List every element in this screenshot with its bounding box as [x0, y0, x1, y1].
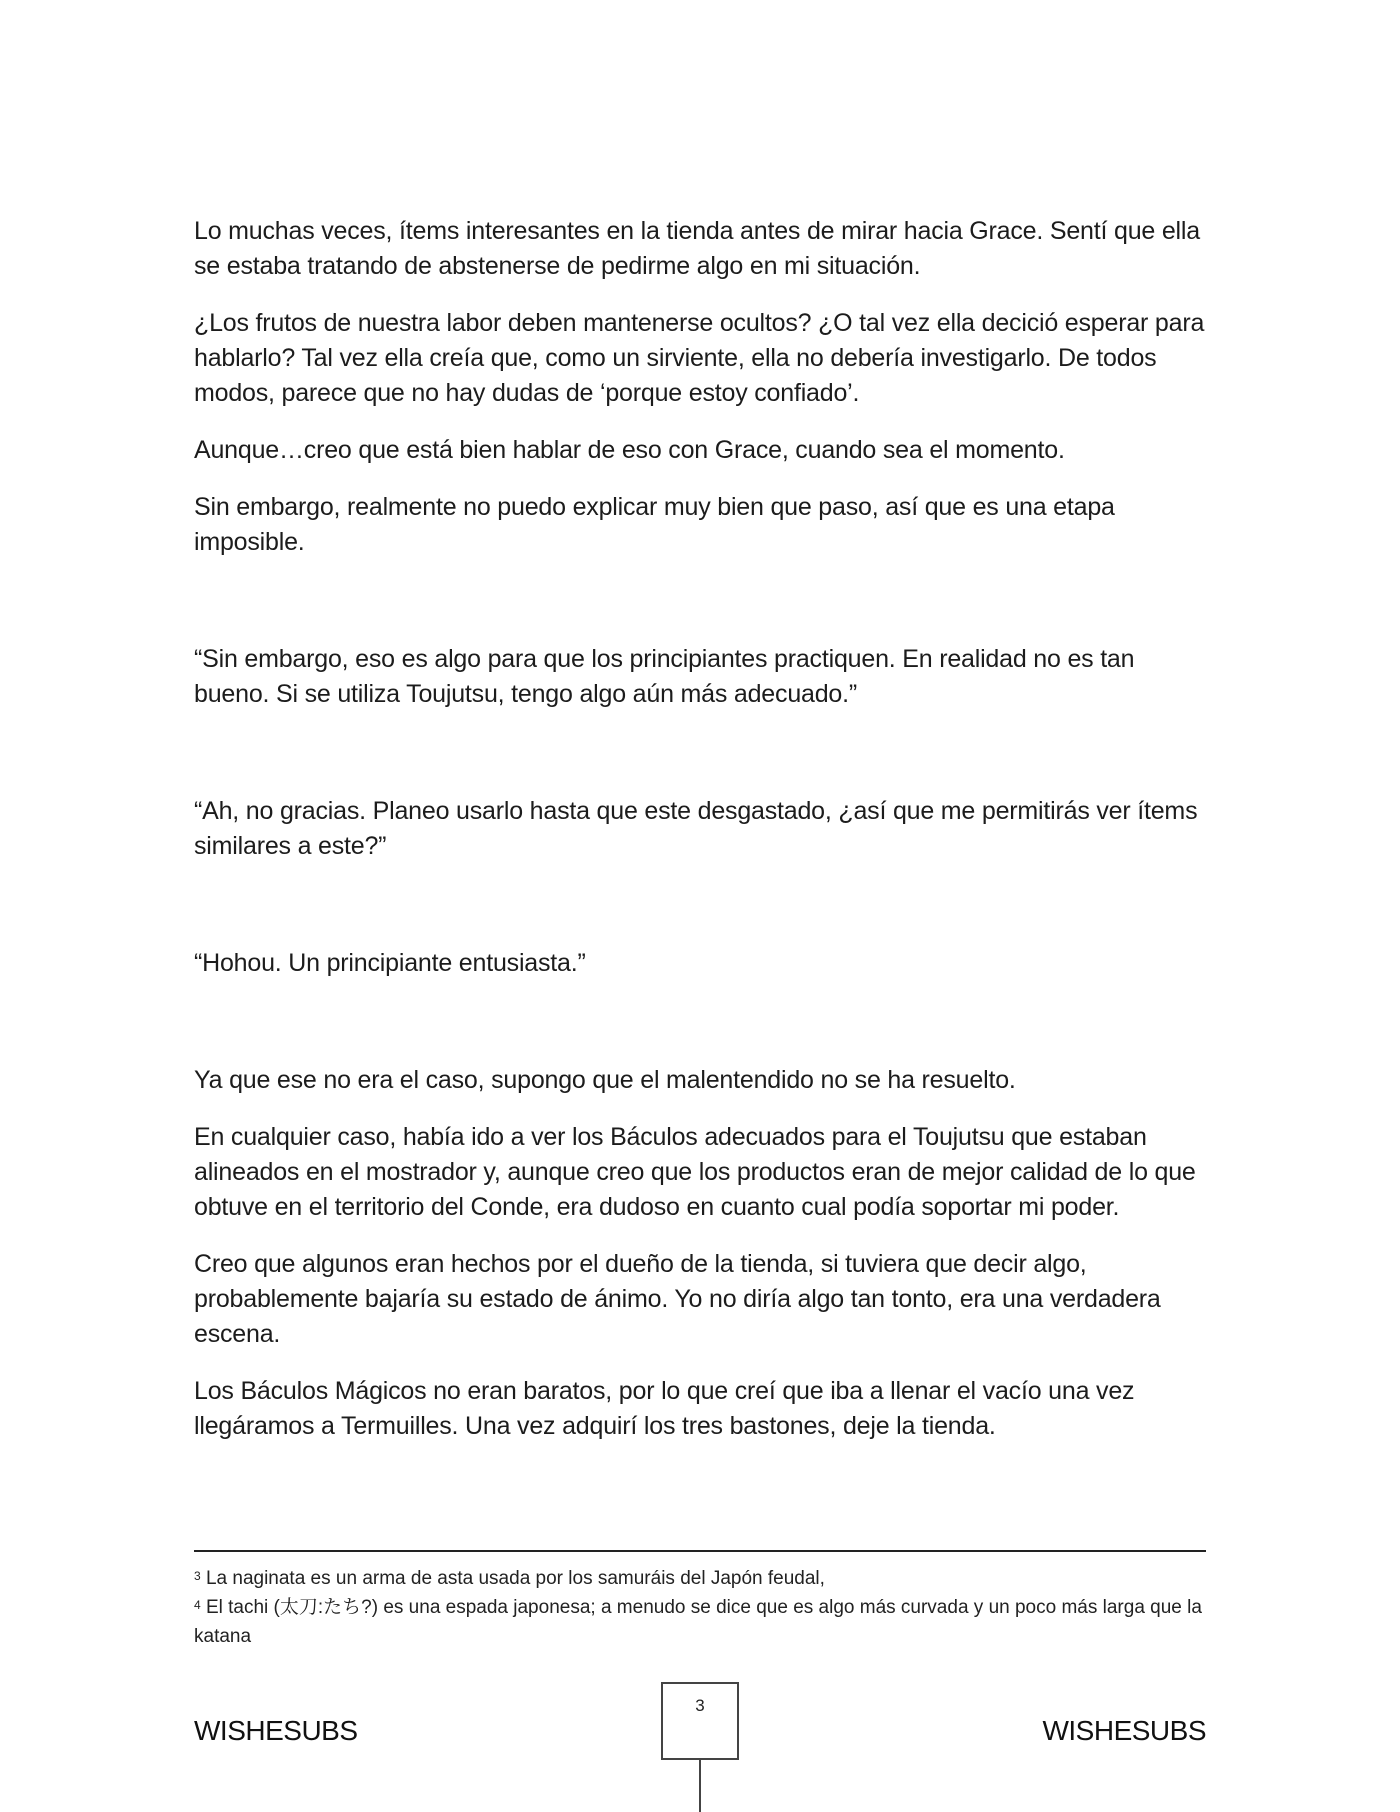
dialogue-line: “Hohou. Un principiante entusiasta.”	[194, 949, 586, 977]
page-number-stem	[699, 1760, 701, 1812]
paragraph: Sin embargo, realmente no puedo explicar muy bien que paso, así que es una etapa imposible.	[194, 493, 1115, 556]
footnotes	[194, 1564, 1206, 1651]
dialogue-line: “Ah, no gracias. Planeo usarlo hasta que este desgastado, ¿así que me permitirás ver ítems similares a este?”	[194, 797, 1198, 860]
dialogue-line: “Sin embargo, eso es algo para que los principiantes practiquen. En realidad no es tan bueno. Si se utiliza Toujutsu, tengo algo aún más adecuado.”	[194, 645, 1135, 708]
paragraph: ¿Los frutos de nuestra labor deben mantenerse ocultos? ¿O tal vez ella decició esperar para hablarlo? Tal vez ella creía que, como un sirviente, ella no debería investigarlo. De todos modos, parece que no hay dudas de ‘porque estoy confiado’.	[194, 309, 1205, 407]
footnote-marker: 4	[194, 1598, 201, 1612]
footnote	[194, 1593, 1206, 1651]
paragraph: Los Báculos Mágicos no eran baratos, por lo que creí que iba a llenar el vacío una vez llegáramos a Termuilles. Una vez adquirí los tres bastones, deje la tienda.	[194, 1377, 1135, 1440]
footnote-text: La naginata es un arma de asta usada por los samuráis del Japón feudal,	[205, 1568, 825, 1589]
footer-brand-right: WISHESUBS	[1042, 1715, 1206, 1746]
paragraph: Creo que algunos eran hechos por el dueño de la tienda, si tuviera que decir algo, probablemente bajaría su estado de ánimo. Yo no diría algo tan tonto, era una verdadera escena.	[194, 1250, 1161, 1348]
paragraph: Aunque…creo que está bien hablar de eso con Grace, cuando sea el momento.	[194, 436, 1065, 464]
body-text	[194, 214, 1206, 1466]
page-number: 3	[661, 1682, 739, 1760]
footnote-text: El tachi (太刀:たち?) es una espada japonesa; a menudo se dice que es algo más curvada y un poco más larga que la katana	[194, 1597, 1202, 1647]
paragraph: Lo muchas veces, ítems interesantes en la tienda antes de mirar hacia Grace. Sentí que ella se estaba tratando de abstenerse de pedirme algo en mi situación.	[194, 217, 1200, 280]
footnote-divider	[194, 1550, 1206, 1552]
paragraph: Ya que ese no era el caso, supongo que el malentendido no se ha resuelto.	[194, 1066, 1016, 1094]
footnote	[194, 1564, 1206, 1593]
footer-brand-left: WISHESUBS	[194, 1715, 358, 1746]
footnote-marker: 3	[194, 1569, 201, 1583]
paragraph: En cualquier caso, había ido a ver los Báculos adecuados para el Toujutsu que estaban alineados en el mostrador y, aunque creo que los productos eran de mejor calidad de lo que obtuve en el territorio del Conde, era dudoso en cuanto cual podía soportar mi poder.	[194, 1123, 1196, 1221]
